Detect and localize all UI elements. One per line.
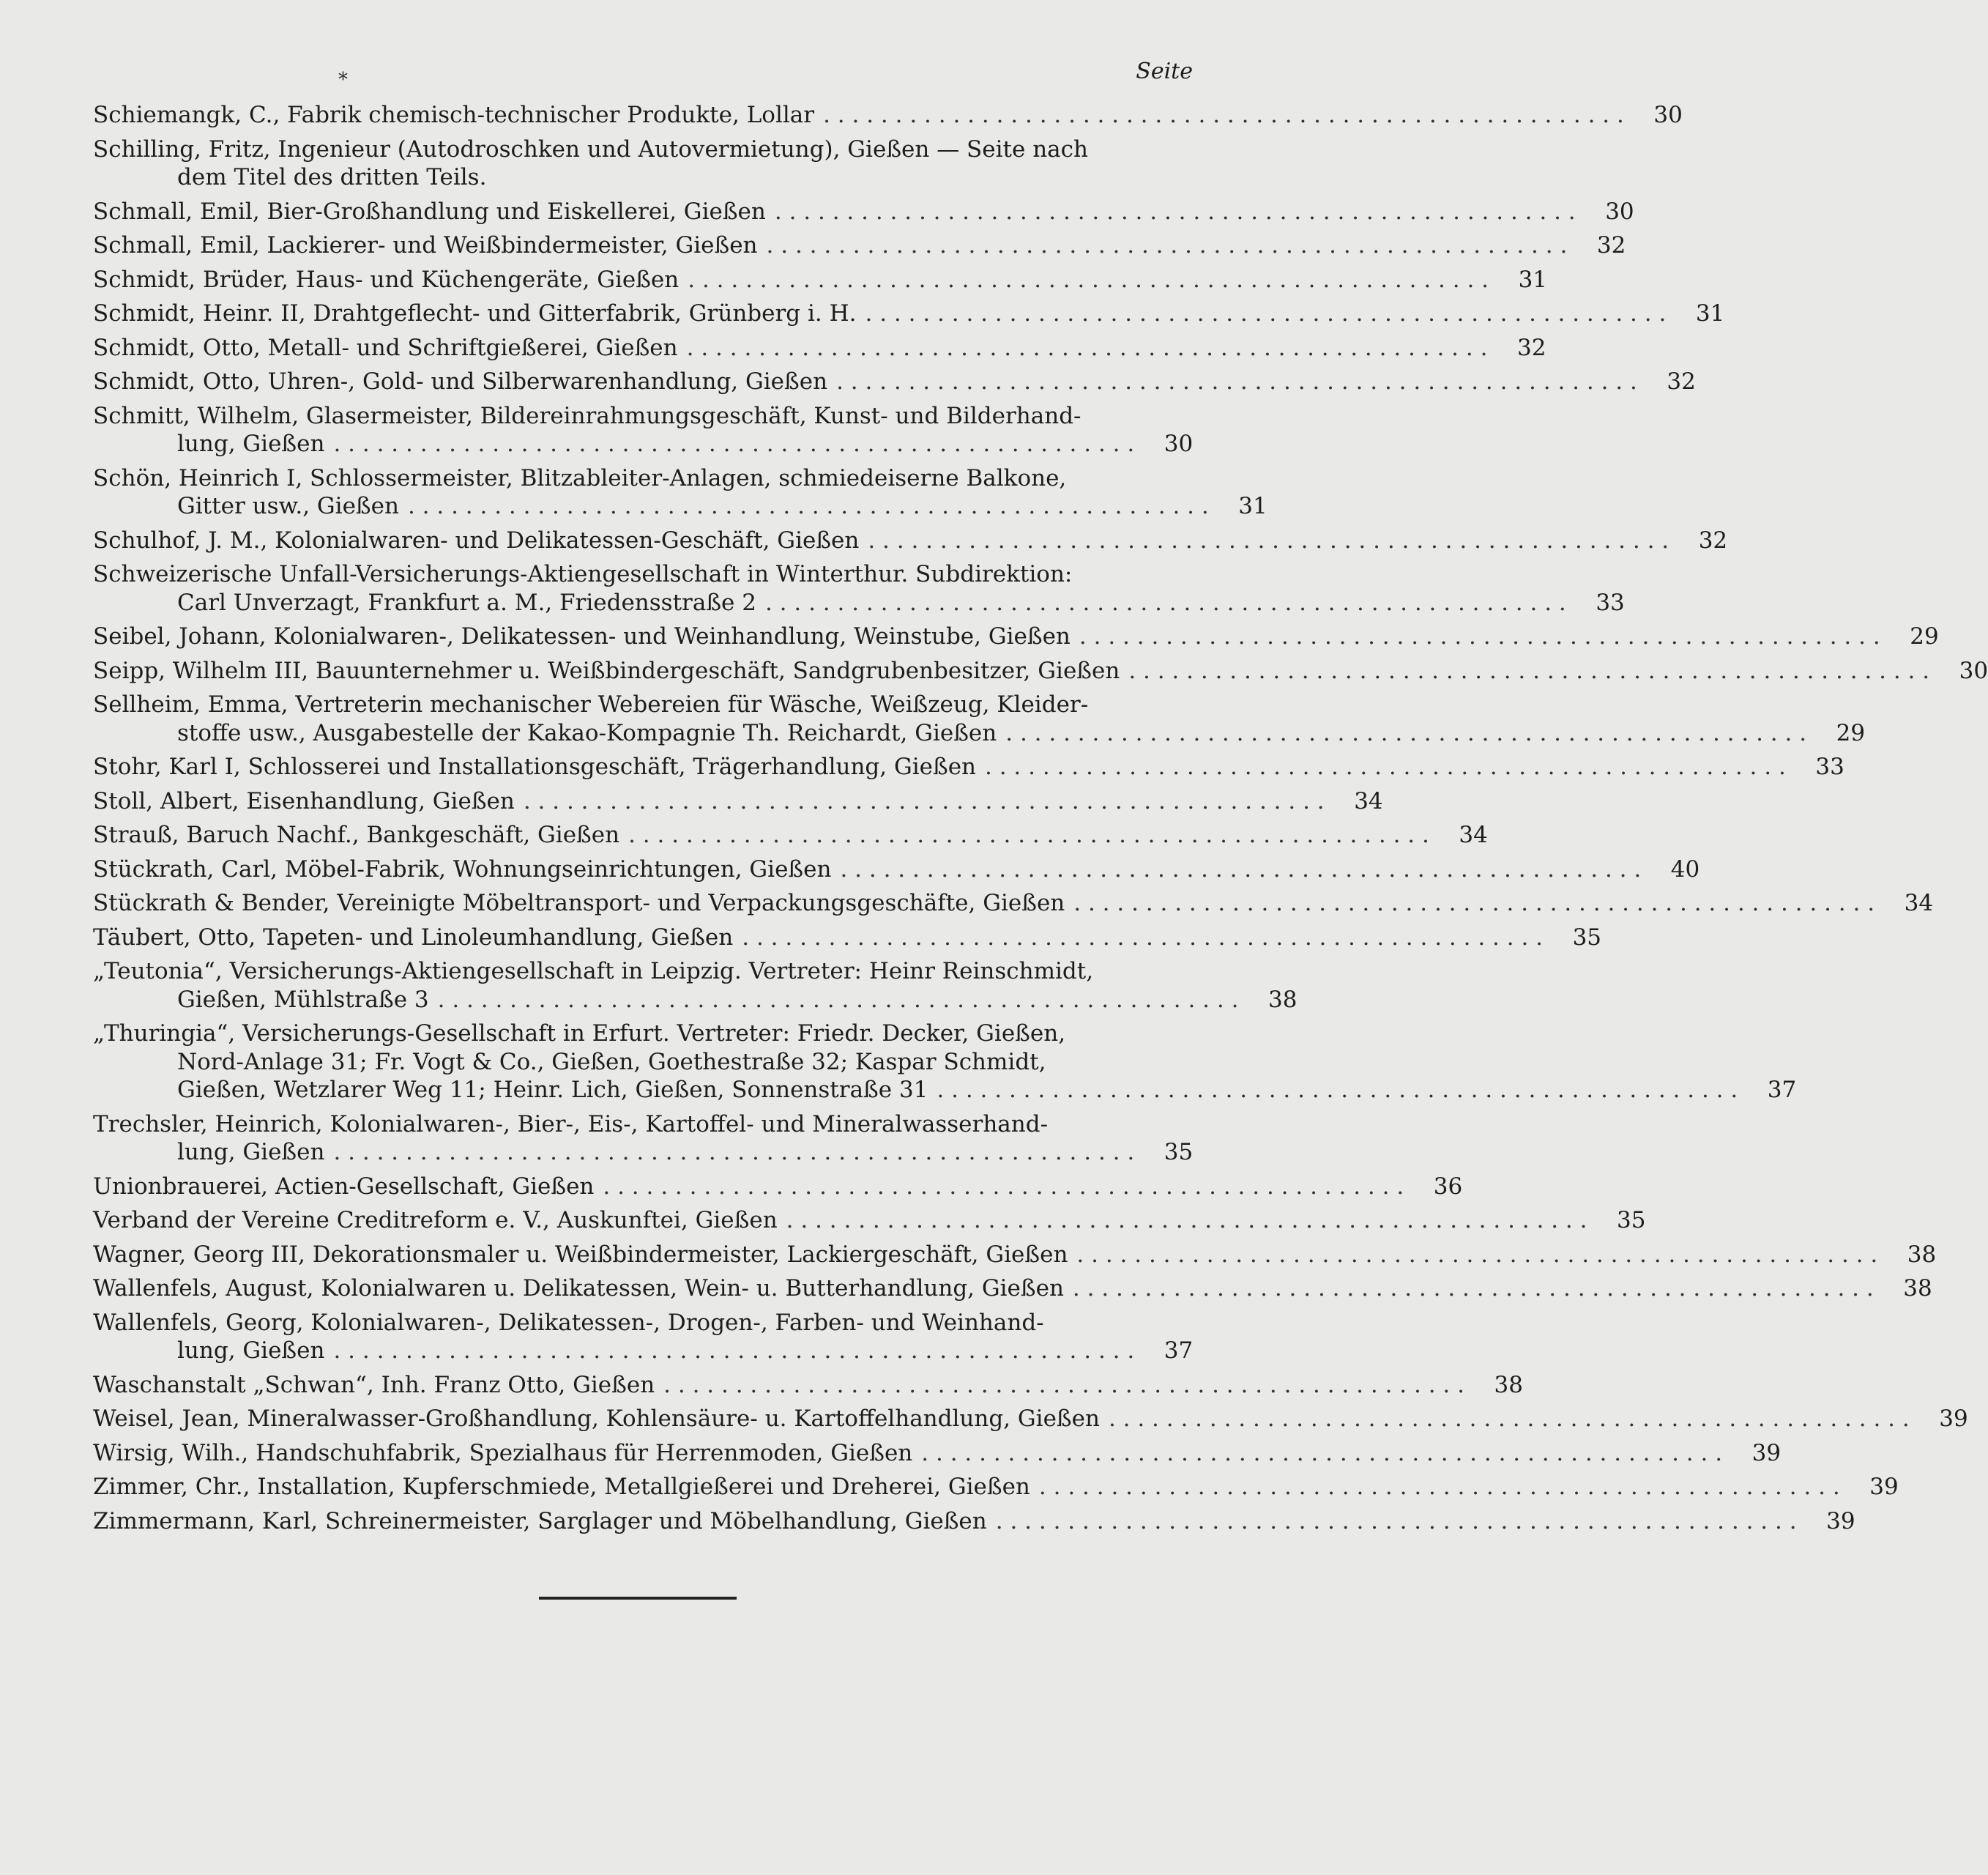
entry-line-text: Unionbrauerei, Actien-Gesellschaft, Gießen — [93, 1173, 595, 1200]
entry-page-number: 29 — [1910, 623, 1939, 650]
index-entry — [93, 231, 1626, 260]
entry-line — [93, 1439, 1722, 1468]
index-entry — [93, 464, 1267, 521]
entry-line-text: Schmidt, Heinr. II, Drahtgeflecht- und Gitterfabrik, Grünberg i. H. — [93, 300, 857, 327]
entry-text — [93, 691, 1806, 747]
entry-line — [93, 135, 1131, 164]
entry-line-text: Verband der Vereine Creditreform e. V., Auskunftei, Gießen — [93, 1207, 778, 1233]
entry-line-text: Wagner, Georg III, Dekorationsmaler u. Weißbindermeister, Lackiergeschäft, Gießen — [93, 1241, 1068, 1268]
entry-text — [93, 753, 1786, 781]
entry-line — [93, 719, 1806, 748]
entry-line-text: Schön, Heinrich I, Schlossermeister, Blitzableiter-Anlagen, schmiedeiserne Balkone, — [93, 464, 1067, 491]
entry-line — [93, 1309, 1134, 1337]
index-entry — [93, 300, 1725, 328]
index-entry — [93, 1206, 1646, 1235]
index-entry — [93, 1405, 1968, 1433]
entry-line-text: Schmidt, Brüder, Haus- und Küchengeräte, Gießen — [93, 266, 680, 293]
entry-line — [93, 889, 1875, 918]
entry-line — [93, 1076, 1738, 1104]
entry-line-text: Schmitt, Wilhelm, Glasermeister, Bildereinrahmungsgeschäft, Kunst- und Bilderhand- — [93, 402, 1082, 429]
entry-line-text: Wallenfels, August, Kolonialwaren u. Delikatessen, Wein- u. Butterhandlung, Gießen — [93, 1275, 1064, 1302]
entry-page-number: 37 — [1164, 1337, 1194, 1364]
entry-text — [93, 1274, 1874, 1303]
entry-line — [93, 855, 1641, 884]
entry-line — [93, 198, 1576, 226]
entry-line — [93, 1337, 1134, 1365]
entry-line-text: lung, Gießen — [177, 1139, 325, 1165]
entry-line-text: „Thuringia“, Versicherungs-Gesellschaft in Erfurt. Vertreter: Friedr. Decker, Gießen, — [93, 1020, 1066, 1047]
entry-line — [93, 623, 1880, 651]
index-entry — [93, 691, 1866, 747]
entry-line — [93, 492, 1209, 521]
entry-text — [93, 924, 1543, 952]
entry-line-text: stoffe usw., Ausgabestelle der Kakao-Kompagnie Th. Reichardt, Gießen — [177, 719, 997, 746]
entry-line — [93, 266, 1489, 294]
index-entry — [93, 135, 1190, 192]
entry-text — [93, 402, 1134, 458]
entry-text — [93, 334, 1487, 363]
index-entry — [93, 1439, 1782, 1468]
entry-text — [93, 1110, 1134, 1167]
entry-page-number: 34 — [1904, 890, 1934, 916]
entry-page-number: 36 — [1433, 1173, 1463, 1200]
index-entry — [93, 623, 1939, 651]
entry-line-text: „Teutonia“, Versicherungs-Aktiengesellschaft in Leipzig. Vertreter: Heinr Reinschmidt, — [93, 958, 1094, 984]
entry-line — [93, 163, 1131, 192]
entry-line — [93, 1405, 1910, 1433]
index-entry — [93, 1173, 1463, 1201]
entry-line — [93, 589, 1566, 617]
entry-line — [93, 368, 1637, 396]
entry-page-number: 39 — [1869, 1474, 1899, 1500]
entry-line-text: Strauß, Baruch Nachf., Bankgeschäft, Gießen — [93, 822, 620, 848]
index-entry — [93, 334, 1546, 363]
entry-line-text: Seibel, Johann, Kolonialwaren-, Delikatessen- und Weinhandlung, Weinstube, Gießen — [93, 623, 1071, 650]
entry-text — [93, 1206, 1587, 1235]
entry-text — [93, 231, 1567, 260]
entry-page-number: 37 — [1767, 1077, 1797, 1103]
entry-text — [93, 266, 1489, 294]
entry-text — [93, 1507, 1797, 1536]
entry-line — [93, 753, 1786, 781]
entry-line — [93, 231, 1567, 260]
entry-line — [93, 560, 1566, 589]
entry-page-number: 30 — [1959, 657, 1988, 684]
entry-line-text: Carl Unverzagt, Frankfurt a. M., Friedensstraße 2 — [177, 589, 756, 616]
end-rule — [539, 1597, 737, 1600]
entry-line-text: Schmall, Emil, Lackierer- und Weißbindermeister, Gießen — [93, 232, 758, 259]
entry-line-text: Gitter usw., Gießen — [177, 493, 399, 519]
index-entry — [93, 1507, 1855, 1536]
entry-page-number: 35 — [1164, 1139, 1194, 1165]
index-entry — [93, 1274, 1932, 1303]
entry-text — [93, 368, 1637, 396]
index-list — [93, 101, 1988, 1541]
entry-text — [93, 464, 1209, 521]
entry-text — [93, 1473, 1840, 1501]
index-entry — [93, 889, 1934, 918]
entry-line — [93, 101, 1624, 130]
entry-line-text: Gießen, Wetzlarer Weg 11; Heinr. Lich, Gießen, Sonnenstraße 31 — [177, 1077, 928, 1103]
entry-page-number: 30 — [1653, 102, 1683, 128]
entry-page-number: 30 — [1605, 198, 1634, 225]
entry-line-text: Schiemangk, C., Fabrik chemisch-technischer Produkte, Lollar — [93, 102, 815, 128]
index-entry — [93, 1309, 1194, 1365]
index-entry — [93, 402, 1194, 458]
entry-line-text: Sellheim, Emma, Vertreterin mechanischer Webereien für Wäsche, Weißzeug, Kleider- — [93, 691, 1089, 718]
entry-line — [93, 924, 1543, 952]
index-entry — [93, 1020, 1797, 1104]
entry-text — [93, 1241, 1877, 1269]
entry-line-text: Wirsig, Wilh., Handschuhfabrik, Spezialhaus für Herrenmoden, Gießen — [93, 1439, 913, 1466]
entry-line — [93, 821, 1429, 850]
entry-page-number: 39 — [1826, 1507, 1855, 1534]
index-entry — [93, 1241, 1937, 1269]
entry-page-number: 38 — [1907, 1241, 1937, 1268]
entry-line-text: Gießen, Mühlstraße 3 — [177, 986, 429, 1013]
index-entry — [93, 1110, 1194, 1167]
entry-line — [93, 1110, 1134, 1139]
entry-page-number: 31 — [1238, 493, 1267, 519]
entry-text — [93, 135, 1131, 192]
entry-line — [93, 402, 1134, 431]
entry-line-text: Täubert, Otto, Tapeten- und Linoleumhandlung, Gießen — [93, 924, 734, 951]
entry-line — [93, 787, 1325, 816]
entry-text — [93, 1371, 1464, 1400]
entry-text — [93, 560, 1566, 617]
entry-line-text: Zimmer, Chr., Installation, Kupferschmiede, Metallgießerei und Dreherei, Gießen — [93, 1474, 1030, 1500]
entry-line-text: Schweizerische Unfall-Versicherungs-Aktiengesellschaft in Winterthur. Subdirektion: — [93, 561, 1073, 587]
entry-text — [93, 889, 1875, 918]
entry-line — [93, 1048, 1738, 1077]
entry-text — [93, 1020, 1738, 1104]
entry-page-number: 38 — [1494, 1371, 1523, 1398]
index-entry — [93, 787, 1383, 816]
entry-page-number: 31 — [1695, 300, 1725, 327]
index-entry — [93, 957, 1298, 1014]
entry-line-text: Zimmermann, Karl, Schreinermeister, Sarglager und Möbelhandlung, Gießen — [93, 1507, 987, 1534]
entry-line — [93, 1206, 1587, 1235]
entry-text — [93, 821, 1429, 850]
entry-line-text: Waschanstalt „Schwan“, Inh. Franz Otto, Gießen — [93, 1371, 655, 1398]
entry-page-number: 32 — [1516, 334, 1546, 361]
index-entry — [93, 657, 1988, 686]
entry-page-number: 32 — [1596, 232, 1626, 259]
index-entry — [93, 1371, 1523, 1400]
entry-page-number: 39 — [1939, 1406, 1968, 1432]
entry-line-text: Stückrath & Bender, Vereinigte Möbeltransport- und Verpackungsgeschäfte, Gießen — [93, 890, 1065, 916]
entry-line — [93, 1473, 1840, 1501]
entry-text — [93, 527, 1669, 555]
entry-page-number: 32 — [1698, 527, 1728, 554]
entry-page-number: 39 — [1751, 1439, 1782, 1466]
entry-line — [93, 1274, 1874, 1303]
entry-line — [93, 464, 1209, 493]
index-entry — [93, 266, 1548, 294]
entry-line — [93, 430, 1134, 458]
entry-line-text: Schilling, Fritz, Ingenieur (Autodroschken und Autovermietung), Gießen — Seite nach — [93, 135, 1088, 163]
entry-line-text: Schulhof, J. M., Kolonialwaren- und Delikatessen-Geschäft, Gießen — [93, 527, 860, 554]
entry-page-number: 38 — [1267, 986, 1298, 1013]
entry-text — [93, 957, 1238, 1014]
entry-page-number: 35 — [1617, 1207, 1646, 1233]
entry-line-text: Stoll, Albert, Eisenhandlung, Gießen — [93, 787, 515, 814]
entry-line — [93, 691, 1806, 719]
entry-text — [93, 657, 1929, 686]
entry-page-number: 32 — [1667, 368, 1696, 395]
entry-line — [93, 300, 1666, 328]
entry-line — [93, 1138, 1134, 1167]
entry-page-number: 35 — [1572, 924, 1602, 951]
entry-line — [93, 1173, 1404, 1201]
header-mark: * — [338, 69, 348, 91]
entry-line-text: Weisel, Jean, Mineralwasser-Großhandlung, Kohlensäure- u. Kartoffelhandlung, Gießen — [93, 1406, 1100, 1432]
entry-line-text: Wallenfels, Georg, Kolonialwaren-, Delikatessen-, Drogen-, Farben- und Weinhand- — [93, 1309, 1044, 1336]
index-entry — [93, 855, 1700, 884]
entry-line — [93, 657, 1929, 686]
entry-line — [93, 334, 1487, 363]
entry-page-number: 38 — [1903, 1275, 1932, 1302]
entry-line — [93, 1241, 1877, 1269]
entry-line — [93, 1507, 1797, 1536]
index-entry — [93, 368, 1696, 396]
entry-line — [93, 1371, 1464, 1400]
page-column-label: Seite — [1136, 59, 1193, 84]
entry-page-number: 40 — [1670, 855, 1700, 883]
entry-page-number: 33 — [1815, 754, 1844, 780]
index-entry — [93, 198, 1634, 226]
index-entry — [93, 560, 1625, 617]
index-entry — [93, 101, 1683, 130]
entry-line-text: lung, Gießen — [177, 431, 325, 457]
entry-line-text: Stückrath, Carl, Möbel-Fabrik, Wohnungseinrichtungen, Gießen — [93, 855, 832, 883]
entry-line-text: Nord-Anlage 31; Fr. Vogt & Co., Gießen, Goethestraße 32; Kaspar Schmidt, — [177, 1048, 1046, 1075]
entry-text — [93, 1173, 1404, 1201]
index-entry — [93, 753, 1844, 781]
entry-page-number: 34 — [1459, 822, 1488, 848]
index-entry — [93, 924, 1602, 952]
entry-line-text: dem Titel des dritten Teils. — [177, 164, 487, 190]
entry-line — [93, 957, 1238, 986]
entry-page-number: 31 — [1518, 266, 1548, 293]
entry-text — [93, 855, 1641, 884]
entry-page-number: 29 — [1836, 719, 1866, 746]
entry-line-text: Schmidt, Otto, Metall- und Schriftgießerei, Gießen — [93, 334, 678, 361]
entry-line-text: lung, Gießen — [177, 1337, 325, 1364]
index-entry — [93, 1473, 1899, 1501]
entry-text — [93, 300, 1666, 328]
entry-text — [93, 1309, 1134, 1365]
entry-page-number: 30 — [1164, 431, 1194, 457]
entry-line-text: Schmidt, Otto, Uhren-, Gold- und Silberwarenhandlung, Gießen — [93, 368, 828, 395]
entry-text — [93, 787, 1325, 816]
entry-text — [93, 1405, 1910, 1433]
entry-line-text: Seipp, Wilhelm III, Bauunternehmer u. Weißbindergeschäft, Sandgrubenbesitzer, Gießen — [93, 657, 1120, 684]
entry-line — [93, 986, 1238, 1014]
entry-line-text: Stohr, Karl I, Schlosserei und Installationsgeschäft, Trägerhandlung, Gießen — [93, 754, 977, 780]
entry-text — [93, 1439, 1722, 1468]
entry-line-text: Trechsler, Heinrich, Kolonialwaren-, Bier-, Eis-, Kartoffel- und Mineralwasserhand- — [93, 1110, 1049, 1137]
index-entry — [93, 527, 1728, 555]
entry-text — [93, 198, 1576, 226]
entry-line — [93, 527, 1669, 555]
entry-line — [93, 1020, 1738, 1048]
entry-page-number: 33 — [1596, 589, 1625, 616]
entry-text — [93, 623, 1880, 651]
entry-page-number: 34 — [1354, 787, 1383, 814]
entry-text — [93, 101, 1624, 130]
entry-line-text: Schmall, Emil, Bier-Großhandlung und Eiskellerei, Gießen — [93, 198, 766, 225]
index-entry — [93, 821, 1488, 850]
